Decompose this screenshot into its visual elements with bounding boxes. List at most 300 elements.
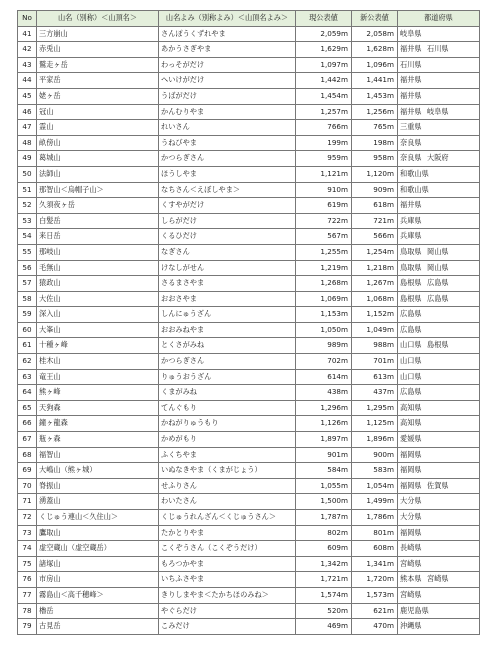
new-elevation-value: 1,256 [366,106,387,116]
row-number: 47 [18,120,37,136]
old-elevation-value: 1,257 [320,106,341,116]
elevation-unit: m [386,184,394,194]
prefecture: 島根県 [427,340,449,350]
mountain-name: 霊山 [37,120,159,136]
prefecture-cell [398,135,480,151]
elevation-unit: m [340,512,348,521]
new-elevation [352,338,398,354]
mountain-name: 深入山 [37,307,159,323]
new-elevation [352,213,398,229]
old-elevation [296,151,352,167]
table-row [18,556,480,572]
old-elevation-value: 1,097 [320,59,341,69]
elevation-unit: m [340,278,348,288]
new-elevation-value: 1,786 [366,512,387,521]
old-elevation-value: 619 [327,200,341,210]
prefecture-cell [398,291,480,307]
old-elevation-value: 1,055 [320,480,341,490]
old-elevation-value: 199 [327,137,341,147]
table-row [18,42,480,58]
elevation-unit: m [386,215,394,225]
new-elevation-value: 1,049 [366,324,387,334]
elevation-unit: m [386,371,394,381]
mountain-elevation-table [17,10,480,635]
header-yomi: 山名よみ（別称よみ）＜山頂名よみ＞ [159,11,296,27]
table-row [18,276,480,292]
prefecture: 奈良県 [400,153,422,163]
old-elevation-value: 1,442 [320,75,341,85]
row-number: 65 [18,400,37,416]
mountain-name: 冠山 [37,104,159,120]
new-elevation [352,385,398,401]
new-elevation [352,198,398,214]
prefecture-cell [398,166,480,182]
mountain-yomi: おおさやま [159,291,296,307]
new-elevation-value: 621 [373,605,387,615]
row-number: 74 [18,541,37,557]
new-elevation-value: 470 [373,621,387,631]
elevation-unit: m [340,75,348,85]
mountain-yomi: けなしがせん [159,260,296,276]
mountain-name: 赤兎山 [37,42,159,58]
elevation-unit: m [386,44,394,54]
new-elevation-value: 1,453 [366,90,387,100]
prefecture: 奈良県 [400,137,422,147]
elevation-unit: m [340,589,348,599]
new-elevation [352,260,398,276]
mountain-yomi: てんぐもり [159,400,296,416]
new-elevation-value: 900 [373,449,387,459]
new-elevation-value: 1,152 [366,309,387,319]
old-elevation-value: 702 [327,356,341,366]
elevation-unit: m [386,402,394,412]
elevation-unit: m [386,605,394,615]
mountain-yomi: うねびやま [159,135,296,151]
header-name: 山名（別称）＜山頂名＞ [37,11,159,27]
new-elevation [352,182,398,198]
table-row [18,244,480,260]
row-number: 62 [18,354,37,370]
table-row [18,151,480,167]
row-number: 64 [18,385,37,401]
mountain-yomi: くるひだけ [159,229,296,245]
prefecture-cell [398,307,480,323]
old-elevation [296,135,352,151]
row-number: 54 [18,229,37,245]
prefecture: 島根県 [400,293,422,303]
prefecture: 愛媛県 [400,434,422,444]
prefecture: 三重県 [400,122,422,132]
elevation-unit: m [386,496,394,506]
mountain-yomi: さんぽうくずれやま [159,26,296,42]
new-elevation [352,556,398,572]
elevation-unit: m [386,90,394,100]
row-number: 51 [18,182,37,198]
new-elevation-value: 1,896 [366,434,387,444]
prefecture: 広島県 [427,278,449,288]
table-row [18,338,480,354]
prefecture-cell [398,104,480,120]
new-elevation-value: 721 [373,215,387,225]
mountain-name: 櫓岳 [37,603,159,619]
new-elevation [352,73,398,89]
table-row [18,494,480,510]
new-elevation-value: 1,254 [366,246,387,256]
old-elevation [296,463,352,479]
new-elevation [352,104,398,120]
row-number: 73 [18,525,37,541]
old-elevation [296,494,352,510]
old-elevation-value: 1,629 [320,44,341,54]
elevation-unit: m [340,371,348,381]
mountain-yomi: わっそがだけ [159,57,296,73]
old-elevation-value: 567 [327,231,341,241]
old-elevation-value: 1,721 [320,574,341,584]
old-elevation-value: 959 [327,153,341,163]
mountain-yomi: あかうさぎやま [159,42,296,58]
prefecture: 熊本県 [400,574,422,584]
mountain-name: 脊振山 [37,478,159,494]
elevation-unit: m [340,356,348,366]
new-elevation-value: 1,218 [366,262,387,272]
header-no: No [18,11,37,27]
table-row [18,135,480,151]
table-row [18,432,480,448]
elevation-unit: m [340,200,348,210]
elevation-unit: m [386,434,394,444]
mountain-yomi: とくさがみね [159,338,296,354]
elevation-unit: m [386,543,394,553]
prefecture: 和歌山県 [400,168,429,178]
new-elevation [352,510,398,526]
elevation-unit: m [386,122,394,132]
new-elevation [352,120,398,136]
row-number: 63 [18,369,37,385]
prefecture: 大阪府 [427,153,449,163]
table-body [18,26,480,634]
prefecture: 宮崎県 [427,574,449,584]
mountain-yomi: なぎさん [159,244,296,260]
new-elevation [352,26,398,42]
mountain-name: 姥ヶ岳 [37,88,159,104]
old-elevation [296,88,352,104]
table-row [18,463,480,479]
prefecture: 和歌山県 [400,184,429,194]
prefecture: 福岡県 [400,465,422,475]
prefecture: 大分県 [400,512,422,521]
elevation-unit: m [386,340,394,350]
old-elevation [296,104,352,120]
row-number: 60 [18,322,37,338]
table-header-row [18,11,480,27]
elevation-unit: m [386,589,394,599]
old-elevation-value: 1,219 [320,262,341,272]
elevation-unit: m [386,262,394,272]
old-elevation [296,478,352,494]
elevation-unit: m [386,200,394,210]
prefecture-cell [398,385,480,401]
table-row [18,260,480,276]
old-elevation [296,322,352,338]
prefecture-cell [398,229,480,245]
elevation-unit: m [340,262,348,272]
table-row [18,104,480,120]
row-number: 53 [18,213,37,229]
elevation-unit: m [386,449,394,459]
prefecture-cell [398,603,480,619]
elevation-unit: m [340,168,348,178]
mountain-yomi: おおみねやま [159,322,296,338]
old-elevation [296,276,352,292]
elevation-unit: m [340,340,348,350]
prefecture: 兵庫県 [400,231,422,241]
header-new-value: 新公表値 [352,11,398,27]
prefecture-cell [398,447,480,463]
old-elevation [296,385,352,401]
old-elevation-value: 469 [327,621,341,631]
prefecture: 鳥取県 [400,246,422,256]
elevation-unit: m [386,558,394,568]
prefecture-cell [398,120,480,136]
old-elevation-value: 1,454 [320,90,341,100]
new-elevation [352,400,398,416]
row-number: 77 [18,587,37,603]
old-elevation-value: 1,121 [320,168,341,178]
mountain-name: 市房山 [37,572,159,588]
prefecture-cell [398,73,480,89]
new-elevation [352,88,398,104]
mountain-yomi: しらがだけ [159,213,296,229]
new-elevation [352,603,398,619]
old-elevation [296,525,352,541]
old-elevation [296,587,352,603]
mountain-name: 猿政山 [37,276,159,292]
prefecture-cell [398,244,480,260]
mountain-name: 鐘ヶ龍森 [37,416,159,432]
old-elevation [296,26,352,42]
mountain-name: 畝傍山 [37,135,159,151]
row-number: 58 [18,291,37,307]
elevation-unit: m [340,324,348,334]
prefecture: 島根県 [400,278,422,288]
old-elevation [296,244,352,260]
prefecture-cell [398,26,480,42]
new-elevation [352,447,398,463]
row-number: 56 [18,260,37,276]
row-number: 59 [18,307,37,323]
table-row [18,26,480,42]
old-elevation [296,120,352,136]
new-elevation-value: 1,267 [366,278,387,288]
elevation-unit: m [340,621,348,631]
prefecture: 鳥取県 [400,262,422,272]
prefecture-cell [398,354,480,370]
prefecture-cell [398,463,480,479]
prefecture: 石川県 [427,44,449,54]
mountain-name: 十種ヶ峰 [37,338,159,354]
table-row [18,213,480,229]
mountain-yomi: こみだけ [159,619,296,635]
new-elevation [352,369,398,385]
row-number: 75 [18,556,37,572]
new-elevation [352,541,398,557]
new-elevation-value: 1,295 [366,402,387,412]
row-number: 44 [18,73,37,89]
mountain-yomi: かめがもり [159,432,296,448]
old-elevation [296,260,352,276]
elevation-unit: m [340,449,348,459]
table-row [18,198,480,214]
old-elevation-value: 766 [327,122,341,132]
elevation-unit: m [340,527,348,537]
elevation-unit: m [340,558,348,568]
row-number: 50 [18,166,37,182]
mountain-name: 熊ヶ峰 [37,385,159,401]
row-number: 46 [18,104,37,120]
mountain-name: 霧島山＜高千穂峰＞ [37,587,159,603]
new-elevation [352,57,398,73]
new-elevation [352,432,398,448]
table-row [18,307,480,323]
elevation-unit: m [386,106,394,116]
prefecture: 大分県 [400,496,422,506]
mountain-name: 久須夜ヶ岳 [37,198,159,214]
new-elevation [352,619,398,635]
table-row [18,603,480,619]
elevation-unit: m [386,574,394,584]
elevation-unit: m [386,527,394,537]
new-elevation [352,276,398,292]
mountain-yomi: せふりさん [159,478,296,494]
mountain-name: 法師山 [37,166,159,182]
elevation-unit: m [340,231,348,241]
mountain-name: 鷲走ヶ岳 [37,57,159,73]
new-elevation-value: 1,054 [366,480,387,490]
new-elevation [352,587,398,603]
mountain-name: 竜王山 [37,369,159,385]
table-row [18,510,480,526]
new-elevation [352,354,398,370]
prefecture: 福井県 [400,106,422,116]
mountain-yomi: なちさん＜えぼしやま＞ [159,182,296,198]
old-elevation-value: 910 [327,184,341,194]
new-elevation [352,416,398,432]
prefecture: 広島県 [400,387,422,397]
mountain-name: 桂木山 [37,354,159,370]
mountain-name: 諸塚山 [37,556,159,572]
prefecture-cell [398,260,480,276]
elevation-unit: m [340,137,348,147]
prefecture: 広島県 [400,309,422,319]
new-elevation-value: 618 [373,200,387,210]
mountain-yomi: さるまさやま [159,276,296,292]
old-elevation [296,182,352,198]
old-elevation [296,369,352,385]
prefecture-cell [398,556,480,572]
prefecture-cell [398,432,480,448]
mountain-name: 来日岳 [37,229,159,245]
prefecture: 広島県 [400,324,422,334]
header-old-value: 現公表値 [296,11,352,27]
prefecture-cell [398,276,480,292]
new-elevation-value: 1,573 [366,589,387,599]
old-elevation [296,619,352,635]
mountain-name: 毛無山 [37,260,159,276]
old-elevation [296,556,352,572]
old-elevation [296,432,352,448]
mountain-name: 大佐山 [37,291,159,307]
new-elevation [352,244,398,260]
table-row [18,354,480,370]
new-elevation-value: 958 [373,153,387,163]
old-elevation-value: 2,059 [320,28,341,38]
new-elevation-value: 701 [373,356,387,366]
new-elevation [352,291,398,307]
table-row [18,322,480,338]
row-number: 79 [18,619,37,635]
prefecture: 山口県 [400,371,422,381]
row-number: 48 [18,135,37,151]
elevation-unit: m [340,246,348,256]
mountain-table-page [17,10,479,635]
mountain-yomi: へいけがだけ [159,73,296,89]
old-elevation [296,42,352,58]
prefecture: 福井県 [400,75,422,85]
prefecture: 石川県 [400,59,422,69]
elevation-unit: m [340,153,348,163]
prefecture: 佐賀県 [427,480,449,490]
new-elevation [352,135,398,151]
old-elevation [296,416,352,432]
mountain-name: 虚空蔵山（虚空蔵岳） [37,541,159,557]
elevation-unit: m [340,465,348,475]
new-elevation-value: 2,058 [366,28,387,38]
elevation-unit: m [386,153,394,163]
mountain-yomi: かねがりゅうもり [159,416,296,432]
new-elevation [352,525,398,541]
mountain-yomi: もろつかやま [159,556,296,572]
mountain-yomi: かつらぎさん [159,354,296,370]
old-elevation [296,338,352,354]
elevation-unit: m [340,574,348,584]
new-elevation [352,229,398,245]
prefecture-cell [398,510,480,526]
old-elevation-value: 609 [327,543,341,553]
elevation-unit: m [386,137,394,147]
mountain-name: 福智山 [37,447,159,463]
prefecture-cell [398,182,480,198]
table-row [18,57,480,73]
row-number: 45 [18,88,37,104]
table-row [18,291,480,307]
old-elevation-value: 1,069 [320,293,341,303]
mountain-name: 大嶋山（熊ヶ城） [37,463,159,479]
elevation-unit: m [340,543,348,553]
elevation-unit: m [340,28,348,38]
table-row [18,587,480,603]
row-number: 69 [18,463,37,479]
mountain-yomi: わいたさん [159,494,296,510]
old-elevation [296,510,352,526]
new-elevation-value: 198 [373,137,387,147]
new-elevation-value: 437 [373,387,387,397]
elevation-unit: m [340,293,348,303]
old-elevation [296,213,352,229]
old-elevation-value: 802 [327,527,341,537]
new-elevation [352,151,398,167]
prefecture: 宮崎県 [400,558,422,568]
row-number: 55 [18,244,37,260]
